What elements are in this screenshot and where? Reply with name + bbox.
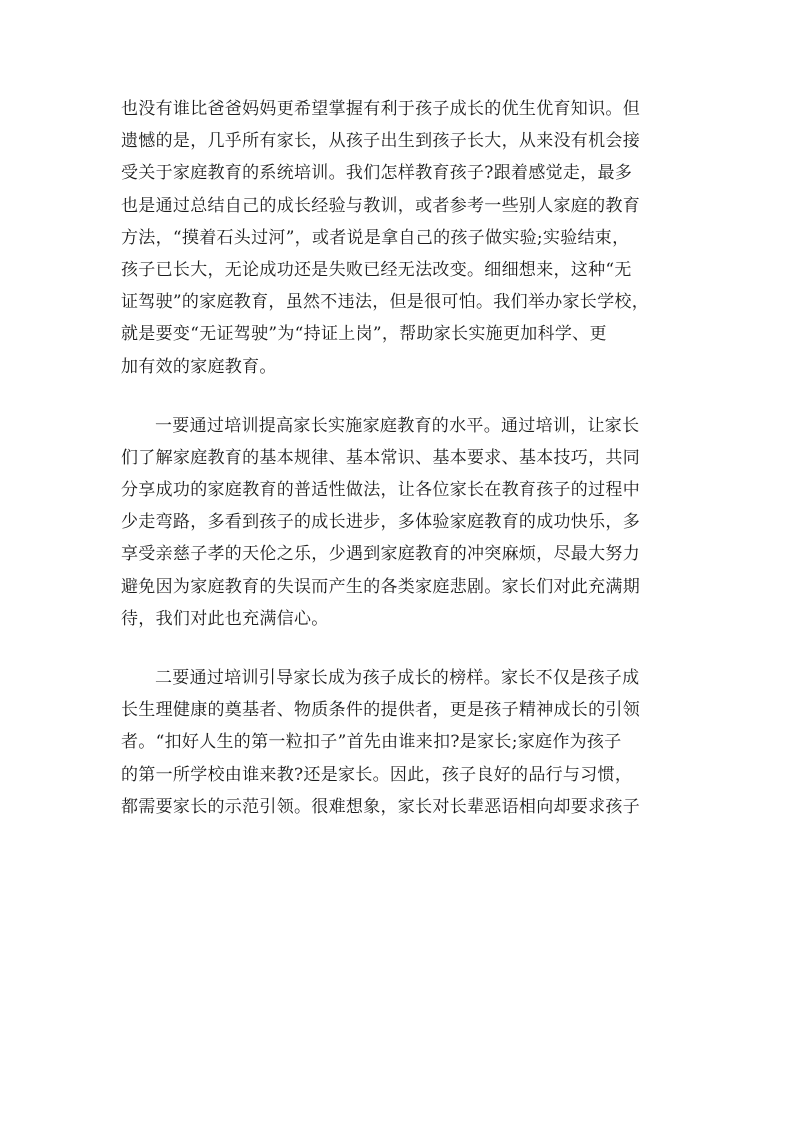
text-line: 少走弯路，多看到孩子的成长进步，多体验家庭教育的成功快乐，多: [121, 512, 640, 533]
text-line: 方法，“摸着石头过河”，或者说是拿自己的孩子做实验;实验结束，: [121, 227, 630, 248]
text-line: 证驾驶”的家庭教育，虽然不违法，但是很可怕。我们举办家长学校，: [121, 292, 649, 313]
text-line: 都需要家长的示范引领。很难想象，家长对长辈恶语相向却要求孩子: [121, 796, 640, 817]
paragraph-spacer: [121, 383, 676, 410]
text-line: 也是通过总结自己的成长经验与教训，或者参考一些别人家庭的教育: [121, 195, 640, 216]
text-line: 者。“扣好人生的第一粒扣子”首先由谁来扣?是家长;家庭作为孩子: [121, 732, 622, 753]
paragraph-spacer: [121, 635, 676, 662]
text-line-first: 一要通过培训提高家长实施家庭教育的水平。通过培训，让家长: [155, 415, 640, 436]
text-line: 就是要变“无证驾驶”为“持证上岗”，帮助家长实施更加科学、更: [121, 324, 607, 345]
text-line: 受关于家庭教育的系统培训。我们怎样教育孩子?跟着感觉走，最多: [121, 163, 633, 184]
text-line: 加有效的家庭教育。: [121, 356, 277, 377]
paragraph-2: [121, 410, 676, 635]
text-line: 长生理健康的奠基者、物质条件的提供者，更是孩子精神成长的引领: [121, 700, 640, 721]
paragraph-3: [121, 662, 676, 823]
text-line: 遗憾的是，几乎所有家长，从孩子出生到孩子长大，从来没有机会接: [121, 131, 640, 152]
text-line: 也没有谁比爸爸妈妈更希望掌握有利于孩子成长的优生优育知识。但: [121, 99, 640, 119]
text-line: 分享成功的家庭教育的普适性做法，让各位家长在教育孩子的过程中: [121, 480, 640, 501]
paragraph-1: [121, 93, 676, 383]
text-line: 孩子已长大，无论成功还是失败已经无法改变。细细想来，这种“无: [121, 259, 632, 280]
text-line: 享受亲慈子孝的天伦之乐，少遇到家庭教育的冲突麻烦，尽最大努力: [121, 544, 640, 565]
text-line: 们了解家庭教育的基本规律、基本常识、基本要求、基本技巧，共同: [121, 447, 640, 468]
text-line-first: 二要通过培训引导家长成为孩子成长的榜样。家长不仅是孩子成: [155, 668, 640, 688]
text-line: 避免因为家庭教育的失误而产生的各类家庭悲剧。家长们对此充满期: [121, 576, 640, 597]
text-line: 待，我们对此也充满信心。: [121, 608, 329, 629]
document-body: [121, 93, 676, 823]
text-line: 的第一所学校由谁来教?还是家长。因此，孩子良好的品行与习惯，: [121, 764, 633, 785]
